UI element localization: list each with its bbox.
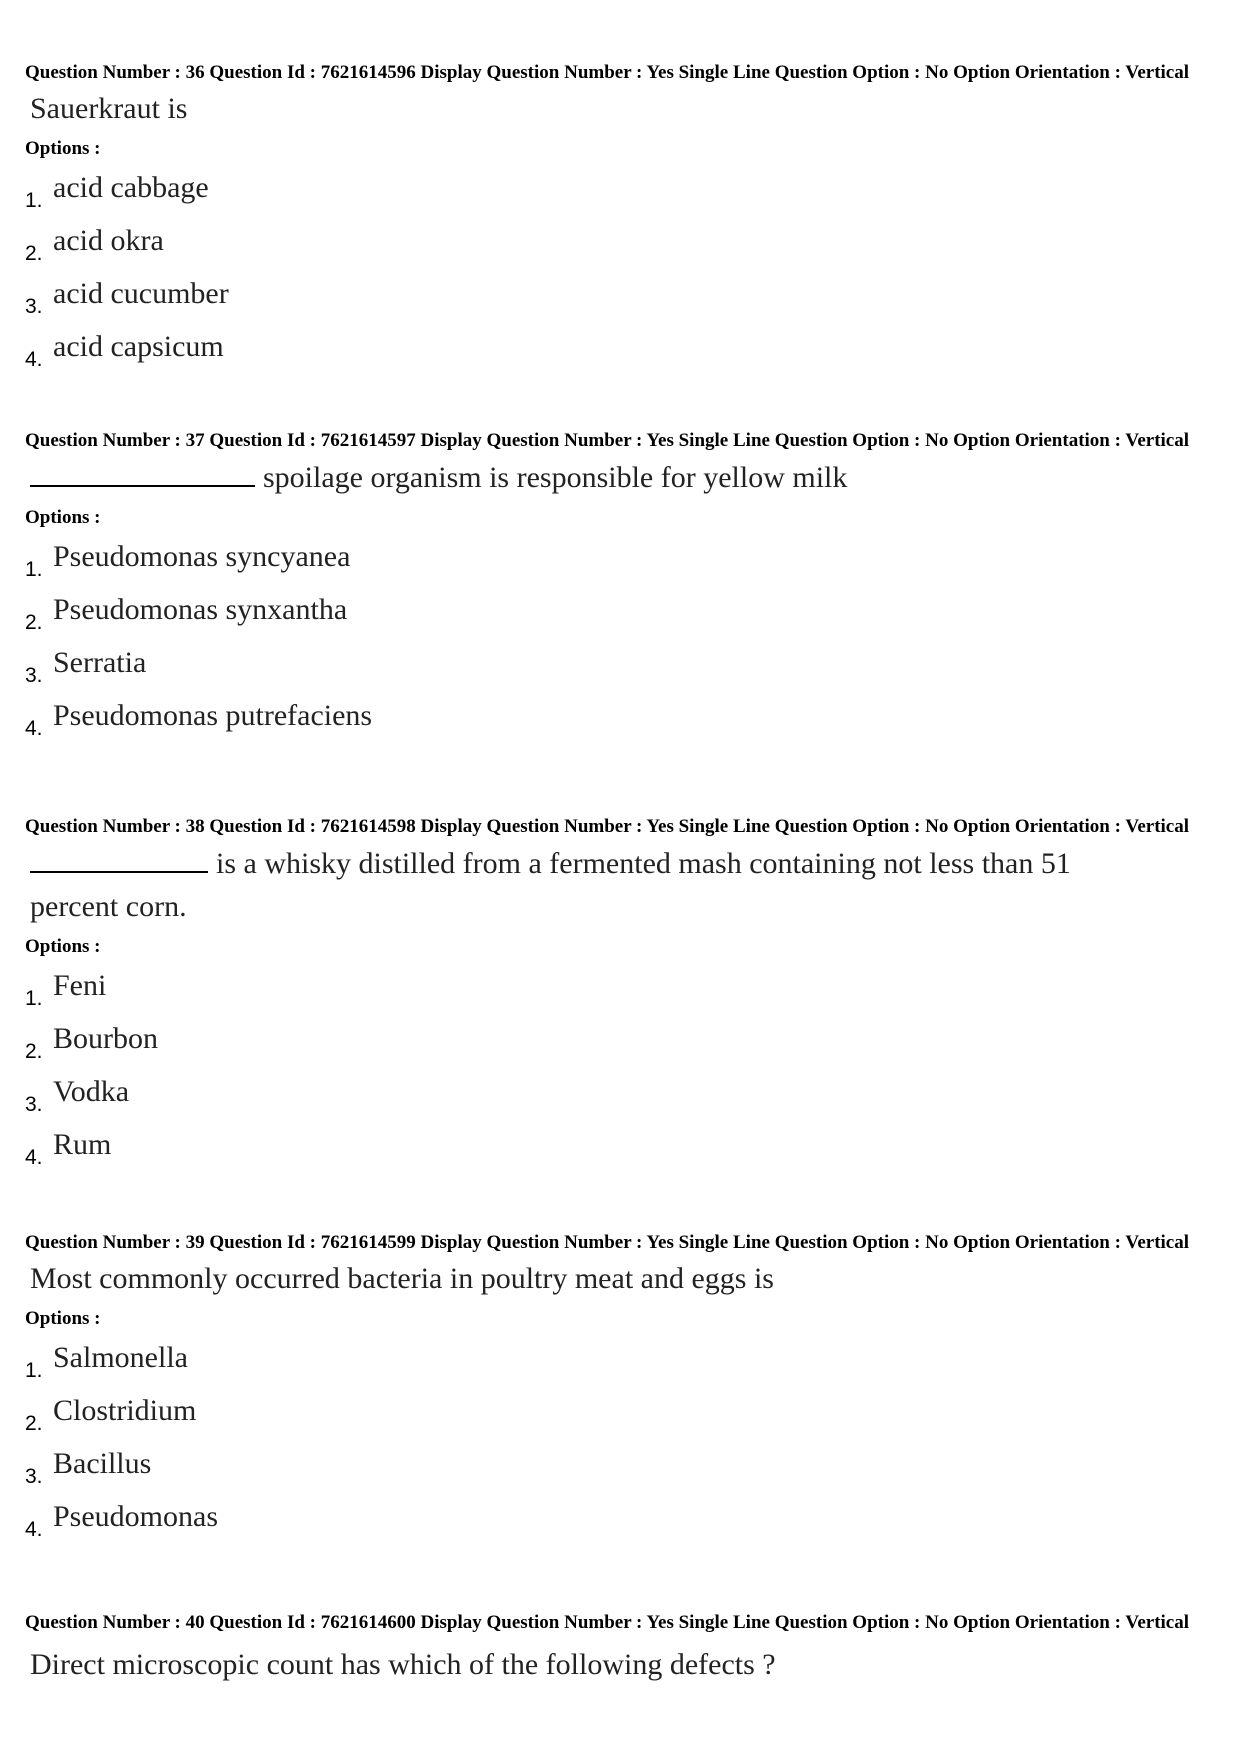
option-text: Vodka [53, 1075, 130, 1108]
option-4 [25, 692, 1205, 745]
option-number: 1. [25, 189, 43, 212]
option-number: 1. [25, 1359, 43, 1382]
option-number: 1. [25, 558, 43, 581]
question-meta: Question Number : 38 Question Id : 7621614598 Display Question Number : Yes Single Line Question Option : No Option Orientation : Vertical [25, 816, 1190, 837]
option-text: Rum [53, 1128, 112, 1161]
option-number: 4. [25, 1146, 43, 1169]
question-37 [25, 430, 1205, 745]
option-number: 2. [25, 611, 43, 634]
option-number: 3. [25, 1465, 43, 1488]
option-number: 3. [25, 664, 43, 687]
option-4 [25, 1121, 1205, 1174]
option-1 [25, 1334, 1205, 1387]
option-text: Feni [53, 969, 107, 1002]
option-number: 4. [25, 1518, 43, 1541]
option-3 [25, 1068, 1205, 1121]
option-text: Pseudomonas synxantha [53, 593, 348, 626]
option-2 [25, 1387, 1205, 1440]
option-text: Serratia [53, 646, 147, 679]
option-4 [25, 1493, 1205, 1546]
option-text: Clostridium [53, 1394, 197, 1427]
question-meta: Question Number : 39 Question Id : 7621614599 Display Question Number : Yes Single Line Question Option : No Option Orientation : Vertical [25, 1232, 1190, 1253]
option-3 [25, 639, 1205, 692]
question-stem: Most commonly occurred bacteria in poultry meat and eggs is [30, 1262, 774, 1295]
question-stem: Direct microscopic count has which of the following defects ? [30, 1648, 776, 1681]
option-text: Salmonella [53, 1341, 188, 1374]
question-stem [30, 455, 1205, 499]
question-stem-text: spoilage organism is responsible for yellow milk [263, 461, 848, 494]
option-text: Bourbon [53, 1022, 158, 1055]
option-1 [25, 962, 1205, 1015]
option-text: acid cabbage [53, 171, 209, 204]
option-number: 3. [25, 295, 43, 318]
options-label: Options : [25, 507, 101, 528]
options-label: Options : [25, 936, 101, 957]
option-text: Bacillus [53, 1447, 152, 1480]
option-1 [25, 533, 1205, 586]
option-number: 4. [25, 348, 43, 371]
question-meta: Question Number : 36 Question Id : 7621614596 Display Question Number : Yes Single Line Question Option : No Option Orientation : Vertical [25, 62, 1190, 83]
question-39 [25, 1232, 1205, 1546]
option-3 [25, 270, 1205, 323]
option-text: Pseudomonas putrefaciens [53, 699, 373, 732]
option-text: acid capsicum [53, 330, 224, 363]
answer-blank [30, 841, 208, 873]
option-number: 2. [25, 242, 43, 265]
option-number: 4. [25, 717, 43, 740]
option-text: Pseudomonas [53, 1500, 218, 1533]
question-36 [25, 62, 1205, 376]
answer-blank [30, 455, 255, 487]
option-number: 2. [25, 1040, 43, 1063]
option-2 [25, 1015, 1205, 1068]
option-4 [25, 323, 1205, 376]
option-number: 2. [25, 1412, 43, 1435]
options-label: Options : [25, 1308, 101, 1329]
option-text: Pseudomonas syncyanea [53, 540, 351, 573]
option-number: 3. [25, 1093, 43, 1116]
question-meta: Question Number : 40 Question Id : 7621614600 Display Question Number : Yes Single Line Question Option : No Option Orientation : Vertical [25, 1612, 1190, 1633]
question-meta: Question Number : 37 Question Id : 7621614597 Display Question Number : Yes Single Line Question Option : No Option Orientation : Vertical [25, 430, 1190, 451]
option-2 [25, 586, 1205, 639]
question-stem-text: is a whisky distilled from a fermented mash containing not less than 51 [216, 847, 1071, 880]
option-number: 1. [25, 987, 43, 1010]
option-1 [25, 164, 1205, 217]
option-3 [25, 1440, 1205, 1493]
question-stem: Sauerkraut is [30, 92, 188, 125]
question-stem-line-2: percent corn. [30, 890, 187, 923]
option-text: acid cucumber [53, 277, 229, 310]
options-label: Options : [25, 138, 101, 159]
question-40 [25, 1612, 1205, 1686]
option-text: acid okra [53, 224, 164, 257]
question-38 [25, 816, 1205, 1174]
option-2 [25, 217, 1205, 270]
question-stem [30, 841, 1205, 885]
